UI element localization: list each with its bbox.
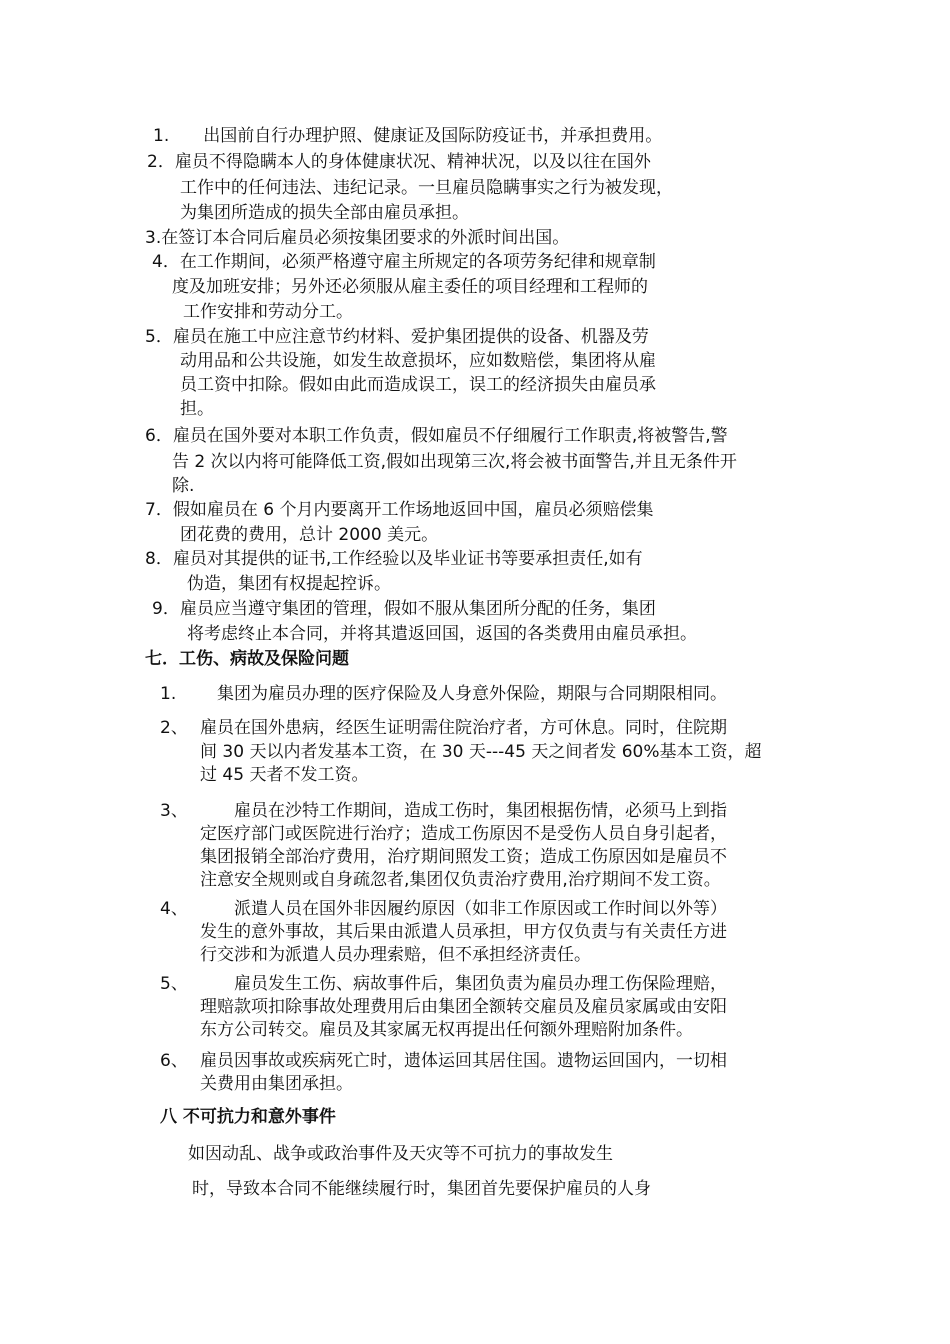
duty-1-line-1: 1. 出国前自行办理护照、健康证及国际防疫证书，并承担费用。 xyxy=(153,126,663,146)
s7-item-3-line-4: 注意安全规则或自身疏忽者,集团仅负责治疗费用,治疗期间不发工资。 xyxy=(200,870,721,890)
s8-line-2: 时，导致本合同不能继续履行时，集团首先要保护雇员的人身 xyxy=(192,1179,651,1199)
s7-item-4-line-3: 行交涉和为派遣人员办理索赔，但不承担经济责任。 xyxy=(200,945,591,965)
s7-item-3-line-2: 定医疗部门或医院进行治疗；造成工伤原因不是受伤人员自身引起者， xyxy=(200,824,727,844)
section-8-title: 八 不可抗力和意外事件 xyxy=(160,1107,336,1127)
duty-2-line-1: 2．雇员不得隐瞒本人的身体健康状况、精神状况，以及以往在国外 xyxy=(147,152,651,172)
s8-line-1: 如因动乱、战争或政治事件及天灾等不可抗力的事故发生 xyxy=(188,1144,613,1164)
duty-5-line-1: 5．雇员在施工中应注意节约材料、爱护集团提供的设备、机器及劳 xyxy=(145,327,649,347)
s7-item-6-line-2: 关费用由集团承担。 xyxy=(200,1074,353,1094)
s7-item-4-num: 4、 xyxy=(160,899,188,919)
s7-item-2-line-3: 过 45 天者不发工资。 xyxy=(200,765,369,785)
s7-item-6-line-1: 雇员因事故或疾病死亡时，遗体运回其居住国。遗物运回国内，一切相 xyxy=(200,1051,727,1071)
duty-9-line-2: 将考虑终止本合同，并将其遣返回国，返国的各类费用由雇员承担。 xyxy=(187,624,697,644)
duty-7-line-1: 7．假如雇员在 6 个月内要离开工作场地返回中国，雇员必须赔偿集 xyxy=(145,500,654,520)
s7-item-6-num: 6、 xyxy=(160,1051,188,1071)
s7-item-5-line-1: 雇员发生工伤、病故事件后，集团负责为雇员办理工伤保险理赔， xyxy=(200,974,727,994)
s7-item-3-line-1: 雇员在沙特工作期间，造成工伤时，集团根据伤情，必须马上到指 xyxy=(200,801,727,821)
duty-3-line-1: 3.在签订本合同后雇员必须按集团要求的外派时间出国。 xyxy=(145,228,570,248)
duty-6-line-3: 除. xyxy=(172,476,195,496)
s7-item-1-line-1: 集团为雇员办理的医疗保险及人身意外保险，期限与合同期限相同。 xyxy=(200,684,727,704)
duty-4-line-2: 度及加班安排；另外还必须服从雇主委任的项目经理和工程师的 xyxy=(172,277,648,297)
duty-6-line-2: 告 2 次以内将可能降低工资,假如出现第三次,将会被书面警告,并且无条件开 xyxy=(172,452,737,472)
s7-item-5-line-3: 东方公司转交。雇员及其家属无权再提出任何额外理赔附加条件。 xyxy=(200,1020,693,1040)
duty-8-line-1: 8．雇员对其提供的证书,工作经验以及毕业证书等要承担责任,如有 xyxy=(145,549,643,569)
duty-5-line-4: 担。 xyxy=(180,399,214,419)
s7-item-1-num: 1. xyxy=(160,684,177,704)
s7-item-2-line-1: 雇员在国外患病，经医生证明需住院治疗者，方可休息。同时，住院期 xyxy=(200,718,727,738)
duty-9-line-1: 9．雇员应当遵守集团的管理，假如不服从集团所分配的任务，集团 xyxy=(152,599,656,619)
duty-4-line-1: 4．在工作期间，必须严格遵守雇主所规定的各项劳务纪律和规章制 xyxy=(152,252,656,272)
s7-item-4-line-2: 发生的意外事故，其后果由派遣人员承担，甲方仅负责与有关责任方进 xyxy=(200,922,727,942)
s7-item-3-num: 3、 xyxy=(160,801,188,821)
duty-4-line-3: 工作安排和劳动分工。 xyxy=(183,302,353,322)
s7-item-2-num: 2、 xyxy=(160,718,188,738)
duty-2-line-3: 为集团所造成的损失全部由雇员承担。 xyxy=(180,203,469,223)
duty-2-line-2: 工作中的任何违法、违纪记录。一旦雇员隐瞒事实之行为被发现， xyxy=(180,178,673,198)
duty-5-line-2: 动用品和公共设施，如发生故意损坏，应如数赔偿，集团将从雇 xyxy=(180,351,656,371)
s7-item-5-num: 5、 xyxy=(160,974,188,994)
duty-6-line-1: 6．雇员在国外要对本职工作负责，假如雇员不仔细履行工作职责,将被警告,警 xyxy=(145,426,728,446)
s7-item-3-line-3: 集团报销全部治疗费用，治疗期间照发工资；造成工伤原因如是雇员不 xyxy=(200,847,727,867)
s7-item-5-line-2: 理赔款项扣除事故处理费用后由集团全额转交雇员及雇员家属或由安阳 xyxy=(200,997,727,1017)
s7-item-4-line-1: 派遣人员在国外非因履约原因（如非工作原因或工作时间以外等） xyxy=(200,899,727,919)
duty-7-line-2: 团花费的费用，总计 2000 美元。 xyxy=(180,525,439,545)
duty-5-line-3: 员工资中扣除。假如由此而造成误工，误工的经济损失由雇员承 xyxy=(180,375,656,395)
s7-item-2-line-2: 间 30 天以内者发基本工资，在 30 天---45 天之间者发 60%基本工资，超 xyxy=(200,742,762,762)
section-7-title: 七．工伤、病故及保险问题 xyxy=(145,649,349,669)
duty-8-line-2: 伪造，集团有权提起控诉。 xyxy=(187,574,391,594)
